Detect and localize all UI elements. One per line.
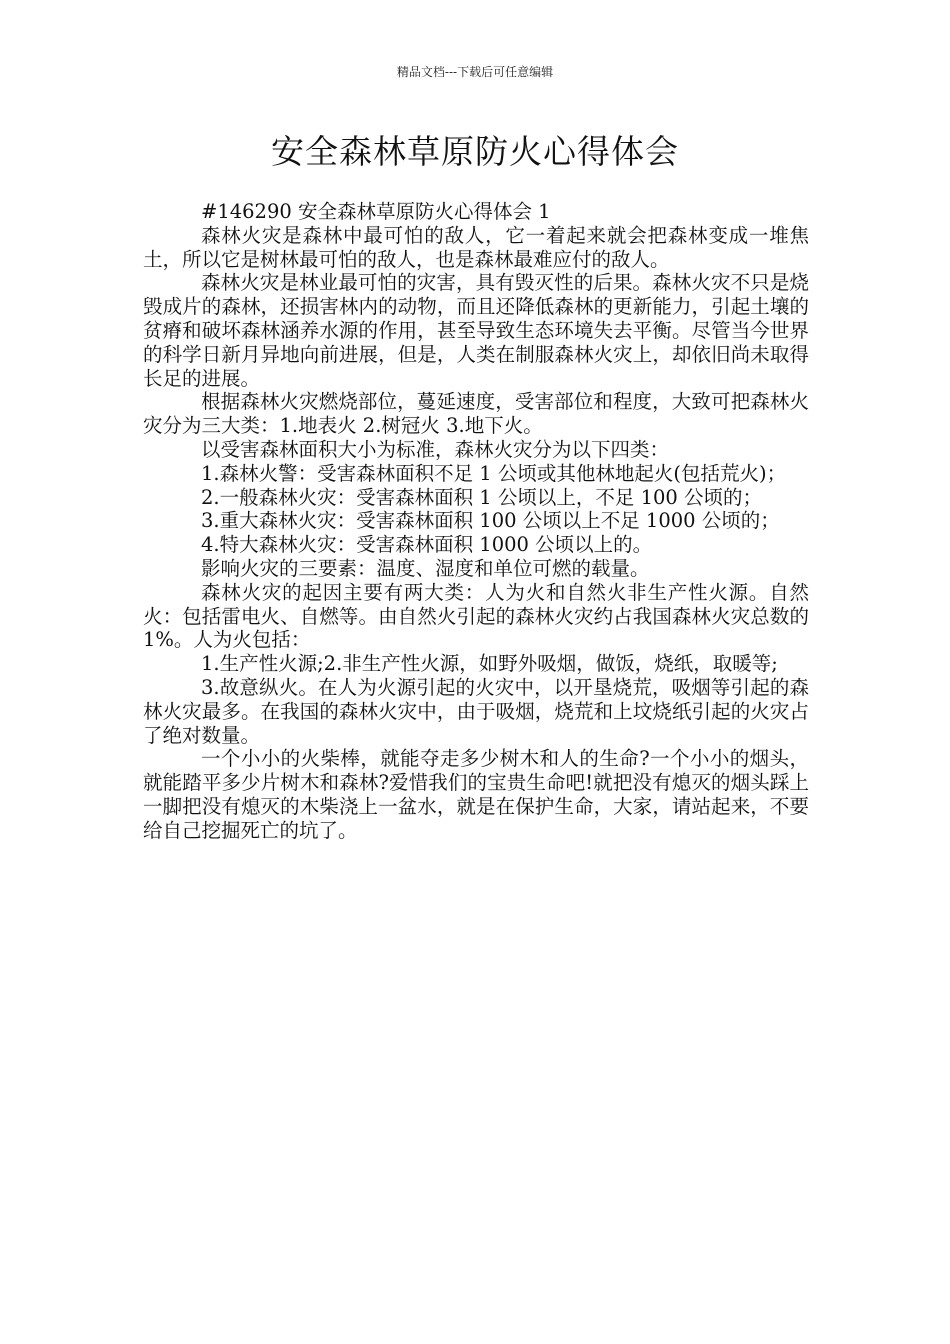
list-item: 2.一般森林火灾：受害森林面积 1 公顷以上，不足 100 公顷的； bbox=[201, 485, 763, 509]
paragraph: 根据森林火灾燃烧部位，蔓延速度，受害部位和程度，大致可把森林火灾分为三大类：1.地表火 2.树冠火 3.地下火。 bbox=[143, 390, 809, 438]
page-header: 精品文档---下载后可任意编辑 bbox=[396, 65, 554, 79]
list-item: 1.森林火警：受害森林面积不足 1 公顷或其他林地起火(包括荒火)； bbox=[201, 461, 787, 485]
list-item: 3.重大森林火灾：受害森林面积 100 公顷以上不足 1000 公顷的； bbox=[201, 509, 780, 533]
paragraph: 影响火灾的三要素：温度、湿度和单位可燃的载量。 bbox=[201, 556, 650, 580]
list-item: 3.故意纵火。在人为火源引起的火灾中，以开垦烧荒，吸烟等引起的森林火灾最多。在我国的森林火灾中，由于吸烟，烧荒和上坟烧纸引起的火灾占了绝对数量。 bbox=[143, 675, 809, 747]
list-item: 4.特大森林火灾：受害森林面积 1000 公顷以上的。 bbox=[201, 533, 653, 557]
paragraph: 一个小小的火柴棒，就能夺走多少树木和人的生命?一个小小的烟头，就能踏平多少片树木和森林?爱惜我们的宝贵生命吧!就把没有熄灭的烟头踩上一脚把没有熄灭的木柴浇上一盆水，就是在保护生命，大家，请站起来，不要给自己挖掘死亡的坑了。 bbox=[143, 747, 809, 842]
paragraph: 以受害森林面积大小为标准，森林火灾分为以下四类： bbox=[201, 437, 670, 461]
document-title: 安全森林草原防火心得体会 bbox=[271, 132, 679, 171]
document-body bbox=[143, 200, 809, 843]
paragraph: 森林火灾是森林中最可怕的敌人，它一着起来就会把森林变成一堆焦土，所以它是树林最可怕的敌人，也是森林最难应付的敌人。 bbox=[143, 223, 809, 271]
paragraph: 森林火灾的起因主要有两大类：人为火和自然火非生产性火源。自然火：包括雷电火、自燃等。由自然火引起的森林火灾约占我国森林火灾总数的 1%。人为火包括： bbox=[143, 580, 809, 652]
paragraph-doc-ref: #146290 安全森林草原防火心得体会 1 bbox=[201, 200, 551, 223]
list-item: 1.生产性火源;2.非生产性火源，如野外吸烟，做饭，烧纸，取暖等; bbox=[201, 652, 778, 676]
paragraph: 森林火灾是林业最可怕的灾害，具有毁灭性的后果。森林火灾不只是烧毁成片的森林，还损害林内的动物，而且还降低森林的更新能力，引起土壤的贫瘠和破坏森林涵养水源的作用，甚至导致生态环境失去平衡。尽管当今世界的科学日新月异地向前进展，但是，人类在制服森林火灾上，却依旧尚未取得长足的进展。 bbox=[143, 271, 809, 390]
